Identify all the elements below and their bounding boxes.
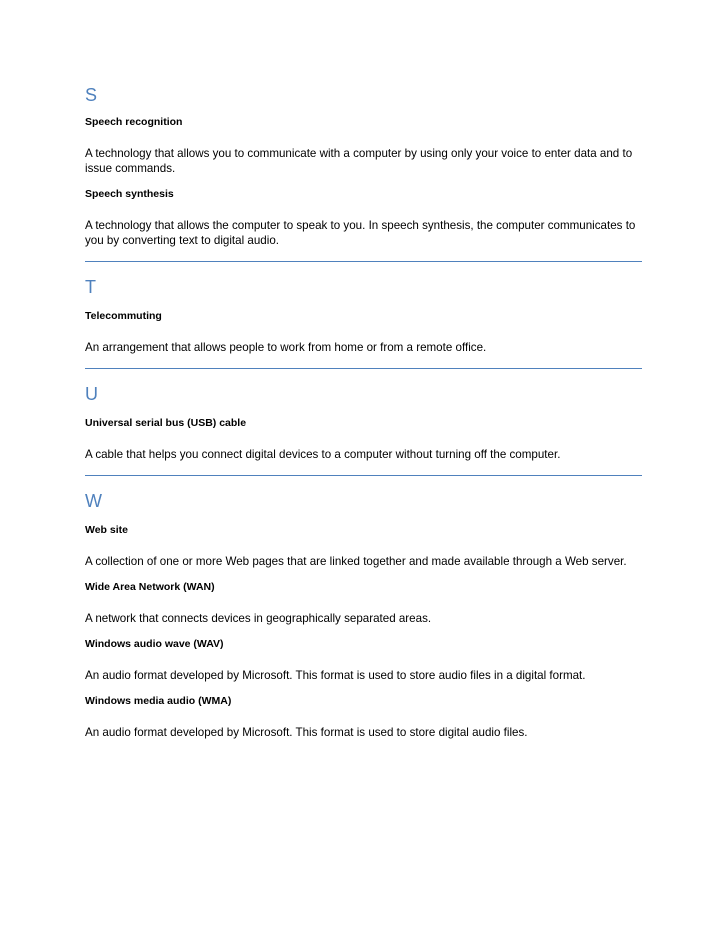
glossary-entry (85, 115, 642, 176)
glossary-entry (85, 523, 642, 569)
section-letter: S (85, 85, 98, 105)
glossary-definition: A technology that allows you to communicate with a computer by using only your voice to enter data and to issue commands. (85, 147, 633, 175)
glossary-definition: A network that connects devices in geographically separated areas. (85, 612, 432, 625)
glossary-section-w (85, 490, 642, 740)
glossary-definition: An arrangement that allows people to work from home or from a remote office. (85, 341, 487, 354)
glossary-term: Web site (85, 524, 128, 536)
section-letter: T (85, 277, 97, 297)
section-divider (85, 261, 642, 262)
glossary-entry (85, 637, 642, 683)
glossary-definition: An audio format developed by Microsoft. This format is used to store digital audio files. (85, 726, 528, 739)
glossary-entry (85, 580, 642, 626)
section-letter: W (85, 491, 103, 511)
glossary-entry (85, 309, 642, 355)
glossary-term: Telecommuting (85, 310, 162, 322)
section-letter: U (85, 384, 99, 404)
section-divider (85, 475, 642, 476)
glossary-definition: A technology that allows the computer to speak to you. In speech synthesis, the computer communicates to you by converting text to digital audio. (85, 219, 636, 247)
glossary-section-t (85, 276, 642, 369)
glossary-section-s (85, 84, 642, 262)
glossary-term: Speech synthesis (85, 188, 174, 200)
glossary-page (85, 84, 642, 751)
glossary-section-u (85, 383, 642, 476)
glossary-definition: A collection of one or more Web pages that are linked together and made available through a Web server. (85, 555, 627, 568)
glossary-definition: A cable that helps you connect digital devices to a computer without turning off the computer. (85, 448, 561, 461)
glossary-term: Wide Area Network (WAN) (85, 581, 215, 593)
glossary-entry (85, 187, 642, 248)
glossary-entry (85, 694, 642, 740)
glossary-term: Windows audio wave (WAV) (85, 638, 224, 650)
glossary-term: Windows media audio (WMA) (85, 695, 232, 707)
section-divider (85, 368, 642, 369)
glossary-entry (85, 416, 642, 462)
glossary-term: Speech recognition (85, 116, 183, 128)
glossary-definition: An audio format developed by Microsoft. This format is used to store audio files in a digital format. (85, 669, 586, 682)
glossary-term: Universal serial bus (USB) cable (85, 417, 247, 429)
